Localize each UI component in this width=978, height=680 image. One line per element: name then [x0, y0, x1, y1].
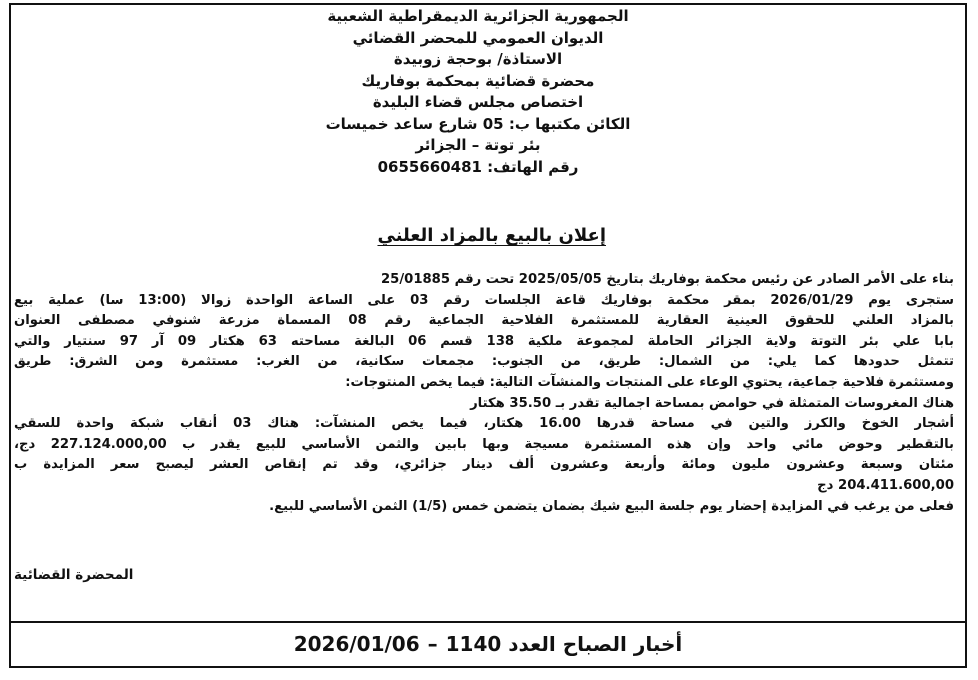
body-line-property: بالمزاد العلني للحقوق العينية العقارية للمستثمرة الفلاحية الجماعية رقم 08 المسماة مزرعة شنوفي مصطفى العنوان — [14, 313, 954, 329]
body-line-price-words: مئتان وسبعة وعشرون مليون ومائة وأربعة وعشرون ألف دينار جزائري، وقد تم إنقاص العشر ليصبح سعر المزايدة ب — [14, 457, 954, 473]
notice-title: إعلان بالبيع بالمزاد العلني — [377, 225, 606, 246]
header-line-city: بئر توتة – الجزائر — [415, 136, 541, 154]
signature: المحضرة القضائية — [14, 567, 134, 583]
office-header — [318, 6, 638, 178]
body-line-trees: أشجار الخوخ والكرز والتين في مساحة قدرها 16.00 هكتار، فيما يخص المنشآت: هناك 03 أنقاب شبكة واحدة للسقي — [14, 416, 954, 432]
body-line-session: ستجرى يوم 2026/01/29 بمقر محكمة بوفاريك قاعة الجلسات رقم 03 على الساعة الواحدة زوالا (13:00 سا) عملية بيع — [14, 292, 955, 308]
body-line-citrus: هناك المغروسات المتمثلة في حوامض بمساحة اجمالية تقدر بـ 35.50 هكتار — [470, 395, 954, 411]
publication-footer — [9, 624, 967, 664]
header-line-bailiff-name: الاستاذة/ بوحجة زوبيدة — [393, 50, 563, 68]
body-line-boundaries: تتمثل حدودها كما يلي: من الشمال: طريق، من الجنوب: مجمعات سكانية، من الغرب: مستثمرة ومن الشرق: طريق — [14, 354, 954, 370]
header-line-court: محضرة قضائية بمحكمة بوفاريك — [361, 71, 595, 90]
body-line-order: بناء على الأمر الصادر عن رئيس محكمة بوفاريك بتاريخ 2025/05/05 تحت رقم 25/01885 — [380, 272, 954, 287]
body-line-contents: ومستثمرة فلاحية جماعية، يحتوي الوعاء على المنتجات والمنشآت التالية: فيما يخص المنتوجات: — [345, 374, 954, 390]
header-line-office: الديوان العمومي للمحضر القضائي — [352, 28, 604, 47]
body-line-guarantee: فعلى من يرغب في المزايدة إحضار يوم جلسة البيع شيك بضمان يتضمن خمس (1/5) الثمن الأساسي للبيع. — [269, 498, 954, 514]
header-line-jurisdiction: اختصاص مجلس قضاء البليدة — [372, 93, 584, 111]
footer-divider — [9, 621, 967, 623]
publication-date: 2026/01/06 — [293, 632, 420, 656]
notice-body — [14, 270, 954, 517]
footer-separator: – — [427, 632, 438, 656]
body-line-location: بابا علي بئر التوتة ولاية الجزائر الحاملة لمجموعة ملكية 138 قسم 06 البالغة مساحته 63 هكتار 09 آر 97 سنتيار والتي — [14, 333, 954, 349]
body-line-base-price: بالتقطير وحوض مائي واحد وإن هذه المستثمرة مسيجة وبها بابين والثمن الأساسي للبيع يقدر ب 227.124.000,00 دج، — [14, 436, 954, 452]
header-line-phone: رقم الهاتف: 0655660481 — [377, 157, 579, 176]
header-line-republic: الجمهورية الجزائرية الديمقراطية الشعبية — [327, 7, 629, 25]
body-line-reduced-price: 204.411.600,00 دج — [817, 477, 954, 493]
newspaper-issue: أخبار الصباح العدد 1140 — [445, 632, 683, 656]
header-line-address: الكائن مكتبها ب: 05 شارع ساعد خميسات — [325, 114, 631, 133]
